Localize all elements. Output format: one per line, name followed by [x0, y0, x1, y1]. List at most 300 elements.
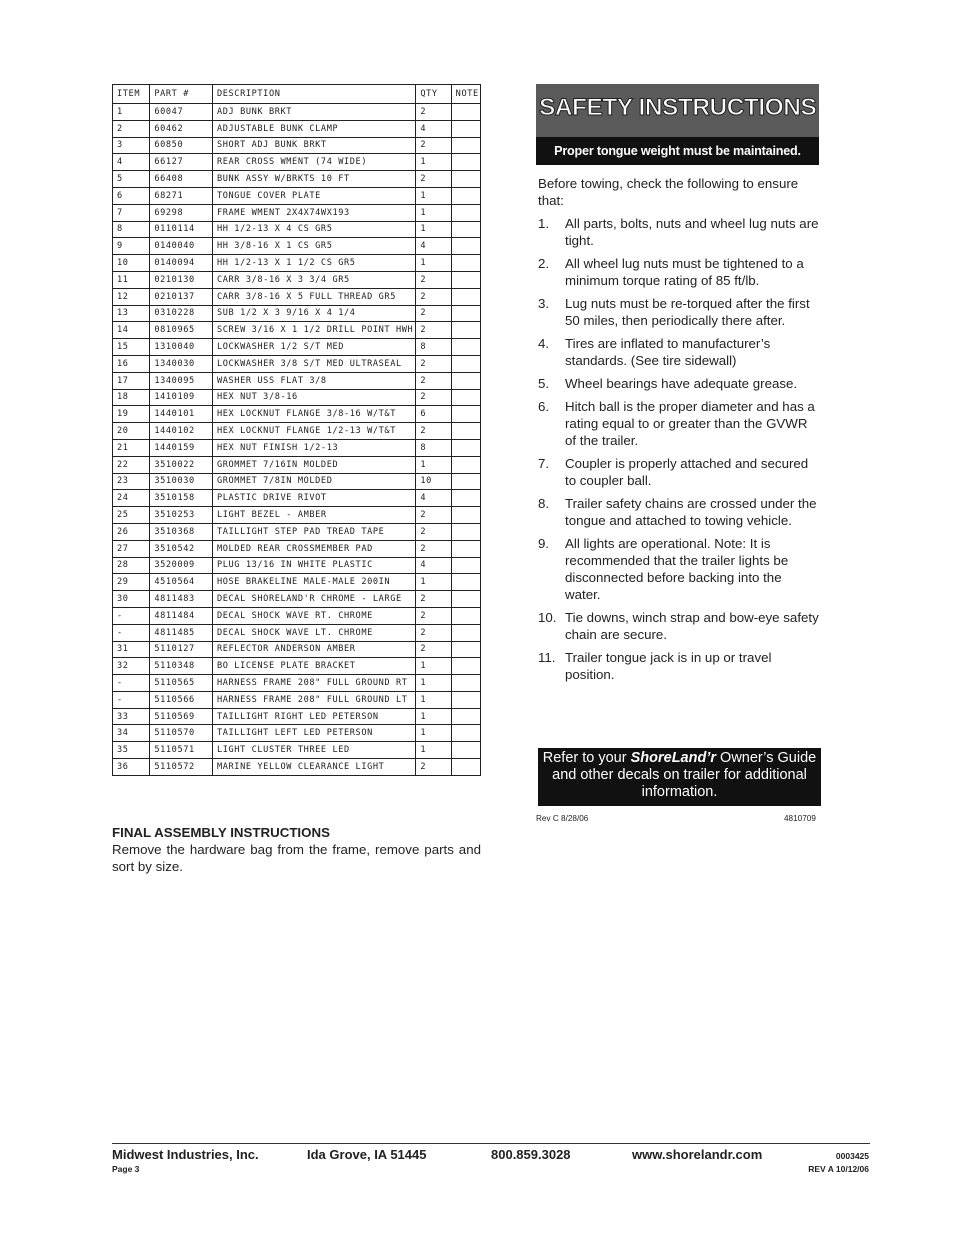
table-row	[113, 691, 481, 708]
header-item: ITEM	[113, 85, 150, 104]
cell-item: 16	[113, 355, 150, 372]
table-row	[113, 540, 481, 557]
cell-part-number: 3510368	[150, 523, 213, 540]
cell-note	[451, 322, 480, 339]
cell-item: 1	[113, 104, 150, 121]
list-item-number: 7.	[538, 456, 550, 471]
cell-qty: 1	[416, 742, 451, 759]
cell-item: 17	[113, 372, 150, 389]
list-item	[538, 609, 820, 643]
table-row	[113, 339, 481, 356]
table-row	[113, 507, 481, 524]
cell-part-number: 60850	[150, 137, 213, 154]
cell-qty: 1	[416, 204, 451, 221]
list-item-text: All lights are operational. Note: It is recommended that the trailer lights be disconnected before backing into the water.	[565, 536, 789, 602]
cell-item: 35	[113, 742, 150, 759]
table-row	[113, 574, 481, 591]
cell-note	[451, 473, 480, 490]
cell-note	[451, 120, 480, 137]
cell-item: 3	[113, 137, 150, 154]
footer-revision: REV A 10/12/06	[808, 1164, 869, 1174]
header-description: DESCRIPTION	[212, 85, 415, 104]
cell-item: 26	[113, 523, 150, 540]
cell-description: TAILLIGHT STEP PAD TREAD TAPE	[212, 523, 415, 540]
cell-note	[451, 171, 480, 188]
cell-qty: 2	[416, 389, 451, 406]
cell-part-number: 66408	[150, 171, 213, 188]
cell-note	[451, 104, 480, 121]
cell-description: HEX LOCKNUT FLANGE 1/2-13 W/T&T	[212, 423, 415, 440]
cell-part-number: 3510542	[150, 540, 213, 557]
cell-note	[451, 725, 480, 742]
cell-item: 19	[113, 406, 150, 423]
cell-description: HARNESS FRAME 208" FULL GROUND RT	[212, 675, 415, 692]
cell-note	[451, 221, 480, 238]
cell-description: SHORT ADJ BUNK BRKT	[212, 137, 415, 154]
cell-part-number: 1440101	[150, 406, 213, 423]
table-row	[113, 708, 481, 725]
cell-qty: 2	[416, 607, 451, 624]
cell-description: PLASTIC DRIVE RIVOT	[212, 490, 415, 507]
cell-item: 29	[113, 574, 150, 591]
cell-qty: 2	[416, 305, 451, 322]
cell-note	[451, 137, 480, 154]
table-row	[113, 591, 481, 608]
cell-item: 21	[113, 439, 150, 456]
cell-item: 24	[113, 490, 150, 507]
list-item-text: All parts, bolts, nuts and wheel lug nuts are tight.	[565, 216, 819, 248]
cell-item: -	[113, 624, 150, 641]
cell-qty: 1	[416, 154, 451, 171]
cell-note	[451, 641, 480, 658]
cell-item: 34	[113, 725, 150, 742]
cell-note	[451, 389, 480, 406]
cell-item: 4	[113, 154, 150, 171]
cell-part-number: 66127	[150, 154, 213, 171]
list-item	[538, 535, 820, 603]
footer-divider	[112, 1143, 870, 1144]
cell-part-number: 4811485	[150, 624, 213, 641]
cell-description: HEX LOCKNUT FLANGE 3/8-16 W/T&T	[212, 406, 415, 423]
cell-item: 25	[113, 507, 150, 524]
refer-brand: ShoreLand’r	[630, 750, 717, 766]
cell-part-number: 60462	[150, 120, 213, 137]
list-item	[538, 335, 820, 369]
table-row	[113, 742, 481, 759]
list-item-text: Hitch ball is the proper diameter and has a rating equal to or greater than the GVWR of the trailer.	[565, 399, 815, 448]
cell-note	[451, 759, 480, 776]
cell-note	[451, 355, 480, 372]
table-row	[113, 389, 481, 406]
list-item-number: 5.	[538, 376, 550, 391]
table-row	[113, 355, 481, 372]
cell-item: 10	[113, 255, 150, 272]
safety-checklist	[538, 215, 820, 689]
cell-description: CARR 3/8-16 X 3 3/4 GR5	[212, 271, 415, 288]
cell-qty: 2	[416, 104, 451, 121]
table-row	[113, 171, 481, 188]
rev-label: Rev C 8/28/06	[536, 814, 589, 823]
cell-note	[451, 607, 480, 624]
cell-note	[451, 691, 480, 708]
cell-description: HEX NUT FINISH 1/2-13	[212, 439, 415, 456]
cell-description: MOLDED REAR CROSSMEMBER PAD	[212, 540, 415, 557]
cell-description: HARNESS FRAME 208" FULL GROUND LT	[212, 691, 415, 708]
cell-qty: 4	[416, 557, 451, 574]
cell-description: HH 1/2-13 X 4 CS GR5	[212, 221, 415, 238]
cell-part-number: 1340030	[150, 355, 213, 372]
list-item-text: Tires are inflated to manufacturer’s standards. (See tire sidewall)	[565, 336, 771, 368]
cell-qty: 2	[416, 355, 451, 372]
cell-part-number: 5110572	[150, 759, 213, 776]
cell-note	[451, 708, 480, 725]
cell-note	[451, 456, 480, 473]
cell-qty: 2	[416, 372, 451, 389]
parts-table	[112, 84, 481, 776]
table-row	[113, 288, 481, 305]
footer-location: Ida Grove, IA 51445	[307, 1147, 427, 1162]
cell-qty: 1	[416, 708, 451, 725]
cell-note	[451, 658, 480, 675]
cell-note	[451, 507, 480, 524]
cell-part-number: 4510564	[150, 574, 213, 591]
cell-item: 27	[113, 540, 150, 557]
cell-item: 33	[113, 708, 150, 725]
list-item	[538, 215, 820, 249]
cell-part-number: 0110114	[150, 221, 213, 238]
table-row	[113, 221, 481, 238]
cell-part-number: 0140094	[150, 255, 213, 272]
list-item-number: 4.	[538, 336, 550, 351]
table-row	[113, 120, 481, 137]
cell-item: 20	[113, 423, 150, 440]
table-row	[113, 104, 481, 121]
table-row	[113, 406, 481, 423]
cell-item: 31	[113, 641, 150, 658]
parts-table-header-row	[113, 85, 481, 104]
cell-part-number: 0210137	[150, 288, 213, 305]
cell-item: 36	[113, 759, 150, 776]
cell-item: 2	[113, 120, 150, 137]
table-row	[113, 255, 481, 272]
cell-description: MARINE YELLOW CLEARANCE LIGHT	[212, 759, 415, 776]
list-item-number: 8.	[538, 496, 550, 511]
cell-note	[451, 288, 480, 305]
table-row	[113, 557, 481, 574]
table-row	[113, 187, 481, 204]
cell-description: TONGUE COVER PLATE	[212, 187, 415, 204]
table-row	[113, 154, 481, 171]
cell-qty: 1	[416, 255, 451, 272]
header-qty: QTY	[416, 85, 451, 104]
cell-description: PLUG 13/16 IN WHITE PLASTIC	[212, 557, 415, 574]
cell-part-number: 4811483	[150, 591, 213, 608]
table-row	[113, 204, 481, 221]
cell-description: ADJ BUNK BRKT	[212, 104, 415, 121]
cell-qty: 1	[416, 675, 451, 692]
header-part-number: PART #	[150, 85, 213, 104]
list-item	[538, 375, 820, 392]
table-row	[113, 271, 481, 288]
cell-qty: 4	[416, 238, 451, 255]
list-item-number: 3.	[538, 296, 550, 311]
cell-item: 23	[113, 473, 150, 490]
cell-description: HH 1/2-13 X 1 1/2 CS GR5	[212, 255, 415, 272]
list-item	[538, 398, 820, 449]
cell-note	[451, 540, 480, 557]
cell-description: WASHER USS FLAT 3/8	[212, 372, 415, 389]
safety-intro: Before towing, check the following to ensure that:	[538, 176, 799, 208]
table-row	[113, 305, 481, 322]
cell-item: -	[113, 675, 150, 692]
cell-item: 32	[113, 658, 150, 675]
list-item-number: 6.	[538, 399, 550, 414]
cell-qty: 2	[416, 271, 451, 288]
table-row	[113, 725, 481, 742]
list-item-number: 11.	[538, 650, 556, 665]
table-row	[113, 523, 481, 540]
table-row	[113, 641, 481, 658]
cell-qty: 8	[416, 439, 451, 456]
table-row	[113, 456, 481, 473]
cell-description: BO LICENSE PLATE BRACKET	[212, 658, 415, 675]
cell-part-number: 3510022	[150, 456, 213, 473]
cell-description: SUB 1/2 X 3 9/16 X 4 1/4	[212, 305, 415, 322]
table-row	[113, 473, 481, 490]
refer-text-post: Owner’s Guide and other decals on trailer for additional information.	[552, 750, 817, 800]
safety-title: SAFETY INSTRUCTIONS	[539, 94, 817, 121]
parts-table-body	[113, 104, 481, 776]
cell-part-number: 5110127	[150, 641, 213, 658]
cell-part-number: 1440102	[150, 423, 213, 440]
cell-part-number: 5110565	[150, 675, 213, 692]
cell-item: 15	[113, 339, 150, 356]
cell-description: FRAME WMENT 2X4X74WX193	[212, 204, 415, 221]
cell-qty: 2	[416, 423, 451, 440]
cell-description: HOSE BRAKELINE MALE-MALE 200IN	[212, 574, 415, 591]
safety-subtitle: Proper tongue weight must be maintained.	[536, 137, 819, 165]
cell-qty: 2	[416, 624, 451, 641]
footer-doc-number: 0003425	[835, 1151, 869, 1161]
cell-item: -	[113, 607, 150, 624]
cell-qty: 1	[416, 574, 451, 591]
cell-description: HEX NUT 3/8-16	[212, 389, 415, 406]
cell-note	[451, 238, 480, 255]
cell-description: LOCKWASHER 1/2 S/T MED	[212, 339, 415, 356]
list-item-number: 9.	[538, 536, 550, 551]
table-row	[113, 658, 481, 675]
list-item-text: Wheel bearings have adequate grease.	[565, 376, 798, 391]
cell-description: GROMMET 7/8IN MOLDED	[212, 473, 415, 490]
cell-qty: 2	[416, 322, 451, 339]
cell-qty: 1	[416, 691, 451, 708]
cell-item: 8	[113, 221, 150, 238]
cell-qty: 1	[416, 658, 451, 675]
cell-qty: 8	[416, 339, 451, 356]
table-row	[113, 439, 481, 456]
cell-qty: 1	[416, 456, 451, 473]
cell-part-number: 0310228	[150, 305, 213, 322]
final-assembly-heading: FINAL ASSEMBLY INSTRUCTIONS	[112, 825, 330, 840]
safety-doc-number: 4810709	[784, 814, 816, 823]
footer-page: Page 3	[112, 1164, 140, 1174]
cell-description: BUNK ASSY W/BRKTS 10 FT	[212, 171, 415, 188]
cell-qty: 2	[416, 540, 451, 557]
cell-description: DECAL SHOCK WAVE RT. CHROME	[212, 607, 415, 624]
cell-note	[451, 439, 480, 456]
cell-part-number: 5110570	[150, 725, 213, 742]
cell-item: 28	[113, 557, 150, 574]
cell-description: TAILLIGHT LEFT LED PETERSON	[212, 725, 415, 742]
cell-part-number: 1340095	[150, 372, 213, 389]
cell-qty: 2	[416, 641, 451, 658]
cell-part-number: 3510158	[150, 490, 213, 507]
cell-qty: 1	[416, 221, 451, 238]
cell-note	[451, 591, 480, 608]
table-row	[113, 372, 481, 389]
cell-note	[451, 742, 480, 759]
header-note: NOTE	[451, 85, 480, 104]
cell-note	[451, 255, 480, 272]
cell-description: TAILLIGHT RIGHT LED PETERSON	[212, 708, 415, 725]
refer-box	[538, 748, 821, 806]
cell-qty: 4	[416, 490, 451, 507]
footer-phone: 800.859.3028	[491, 1147, 571, 1162]
cell-note	[451, 305, 480, 322]
cell-note	[451, 204, 480, 221]
cell-item: 7	[113, 204, 150, 221]
table-row	[113, 490, 481, 507]
cell-qty: 2	[416, 759, 451, 776]
cell-part-number: 0810965	[150, 322, 213, 339]
cell-qty: 2	[416, 507, 451, 524]
list-item-number: 10.	[538, 610, 557, 625]
cell-note	[451, 574, 480, 591]
cell-note	[451, 154, 480, 171]
table-row	[113, 423, 481, 440]
cell-description: HH 3/8-16 X 1 CS GR5	[212, 238, 415, 255]
cell-part-number: 4811484	[150, 607, 213, 624]
cell-item: 13	[113, 305, 150, 322]
footer-website: www.shorelandr.com	[632, 1147, 763, 1162]
cell-item: 30	[113, 591, 150, 608]
cell-note	[451, 490, 480, 507]
cell-note	[451, 339, 480, 356]
cell-qty: 2	[416, 591, 451, 608]
cell-description: CARR 3/8-16 X 5 FULL THREAD GR5	[212, 288, 415, 305]
cell-item: 18	[113, 389, 150, 406]
list-item-text: Tie downs, winch strap and bow-eye safety chain are secure.	[565, 610, 819, 642]
cell-qty: 2	[416, 171, 451, 188]
cell-item: 11	[113, 271, 150, 288]
cell-qty: 2	[416, 137, 451, 154]
refer-text-pre: Refer to your	[542, 750, 631, 766]
cell-qty: 4	[416, 120, 451, 137]
list-item-text: Lug nuts must be re-torqued after the first 50 miles, then periodically there after.	[565, 296, 810, 328]
final-assembly-section	[112, 824, 481, 875]
list-item-text: Trailer safety chains are crossed under the tongue and attached to towing vehicle.	[565, 496, 817, 528]
list-item-text: Trailer tongue jack is in up or travel position.	[565, 650, 772, 682]
cell-note	[451, 675, 480, 692]
cell-qty: 1	[416, 725, 451, 742]
cell-part-number: 3520009	[150, 557, 213, 574]
list-item	[538, 255, 820, 289]
cell-part-number: 5110569	[150, 708, 213, 725]
cell-part-number: 0140040	[150, 238, 213, 255]
cell-qty: 6	[416, 406, 451, 423]
cell-note	[451, 271, 480, 288]
cell-note	[451, 423, 480, 440]
list-item-text: All wheel lug nuts must be tightened to a minimum torque rating of 85 ft/lb.	[565, 256, 804, 288]
cell-part-number: 1310040	[150, 339, 213, 356]
cell-description: DECAL SHORELAND'R CHROME - LARGE	[212, 591, 415, 608]
safety-title-banner	[536, 84, 819, 137]
cell-description: GROMMET 7/16IN MOLDED	[212, 456, 415, 473]
final-assembly-text: Remove the hardware bag from the frame, remove parts and sort by size.	[112, 842, 481, 874]
cell-part-number: 5110566	[150, 691, 213, 708]
table-row	[113, 137, 481, 154]
list-item	[538, 295, 820, 329]
cell-part-number: 0210130	[150, 271, 213, 288]
cell-qty: 1	[416, 187, 451, 204]
cell-part-number: 1440159	[150, 439, 213, 456]
cell-description: DECAL SHOCK WAVE LT. CHROME	[212, 624, 415, 641]
cell-description: REFLECTOR ANDERSON AMBER	[212, 641, 415, 658]
cell-note	[451, 372, 480, 389]
table-row	[113, 607, 481, 624]
cell-item: -	[113, 691, 150, 708]
cell-note	[451, 624, 480, 641]
list-item	[538, 455, 820, 489]
cell-note	[451, 557, 480, 574]
table-row	[113, 322, 481, 339]
list-item-number: 1.	[538, 216, 550, 231]
list-item-number: 2.	[538, 256, 550, 271]
cell-note	[451, 406, 480, 423]
cell-description: LIGHT CLUSTER THREE LED	[212, 742, 415, 759]
cell-item: 22	[113, 456, 150, 473]
cell-part-number: 5110348	[150, 658, 213, 675]
cell-description: LOCKWASHER 3/8 S/T MED ULTRASEAL	[212, 355, 415, 372]
footer-company: Midwest Industries, Inc.	[112, 1147, 259, 1162]
list-item-text: Coupler is properly attached and secured to coupler ball.	[565, 456, 809, 488]
table-row	[113, 759, 481, 776]
cell-item: 5	[113, 171, 150, 188]
cell-qty: 2	[416, 523, 451, 540]
cell-item: 14	[113, 322, 150, 339]
table-row	[113, 238, 481, 255]
cell-part-number: 1410109	[150, 389, 213, 406]
cell-part-number: 69298	[150, 204, 213, 221]
cell-item: 9	[113, 238, 150, 255]
cell-note	[451, 523, 480, 540]
cell-part-number: 3510253	[150, 507, 213, 524]
cell-description: SCREW 3/16 X 1 1/2 DRILL POINT HWH	[212, 322, 415, 339]
cell-qty: 2	[416, 288, 451, 305]
list-item	[538, 495, 820, 529]
cell-description: ADJUSTABLE BUNK CLAMP	[212, 120, 415, 137]
cell-item: 6	[113, 187, 150, 204]
cell-note	[451, 187, 480, 204]
cell-description: LIGHT BEZEL - AMBER	[212, 507, 415, 524]
cell-description: REAR CROSS WMENT (74 WIDE)	[212, 154, 415, 171]
cell-part-number: 5110571	[150, 742, 213, 759]
cell-qty: 10	[416, 473, 451, 490]
cell-part-number: 3510030	[150, 473, 213, 490]
cell-item: 12	[113, 288, 150, 305]
table-row	[113, 675, 481, 692]
cell-part-number: 68271	[150, 187, 213, 204]
